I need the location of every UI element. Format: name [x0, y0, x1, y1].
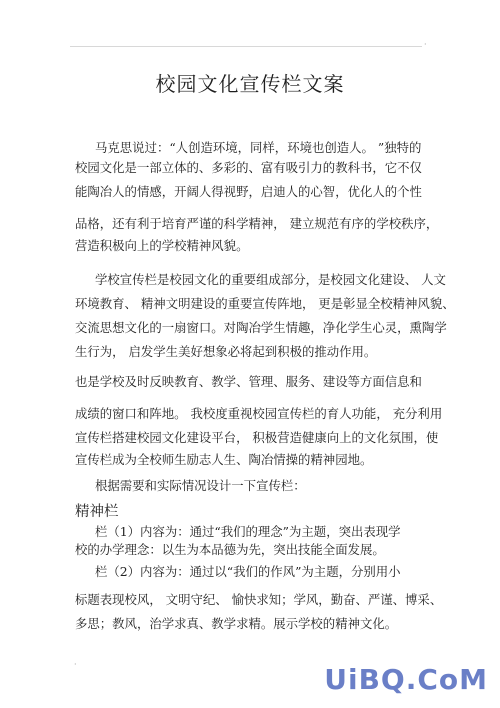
paragraph-line: 环境教育、 精神文明建设的重要宣传阵地， 更是彰显全校精神风貌、	[75, 296, 455, 311]
paragraph-line: 成绩的窗口和阵地。 我校度重视校园宣传栏的育人功能， 充分利用	[75, 406, 443, 421]
paragraph-line: 校园文化是一部立体的、多彩的、富有吸引力的教科书，它不仅	[75, 160, 422, 175]
paragraph-line: 能陶冶人的情感，开阔人得视野，启迪人的心智，优化人的个性	[75, 184, 422, 199]
watermark-logo: UiBQ.CoM	[324, 663, 488, 696]
paragraph-line: 宣传栏成为全校师生励志人生、陶冶情操的精神园地。	[75, 452, 373, 467]
footer-dot: ·	[74, 660, 77, 669]
paragraph-line: 校的办学理念：以生为本品德为先，突出技能全面发展。	[75, 542, 385, 557]
header-dot: ·	[424, 40, 427, 49]
paragraph-line: 多思；教风，治学求真、教学求精。展示学校的精神文化。	[75, 616, 398, 631]
section-heading: 精神栏	[75, 504, 119, 520]
paragraph-line: 栏（1）内容为：通过“我们的理念”为主题，突出表现学	[95, 524, 401, 539]
paragraph-line: 宣传栏搭建校园文化建设平台， 积极营造健康向上的文化氛围，使	[75, 430, 439, 445]
paragraph-line: 也是学校及时反映教育、教学、管理、服务、建设等方面信息和	[75, 374, 422, 389]
paragraph-line: 栏（2）内容为：通过以“我们的作风”为主题，分别用小	[95, 564, 401, 579]
paragraph-line: 学校宣传栏是校园文化的重要组成部分，是校园文化建设、 人文	[95, 272, 446, 287]
header-rule	[70, 46, 422, 47]
paragraph-line: 根据需要和实际情况设计一下宣传栏：	[95, 478, 306, 493]
paragraph-line: 品格，还有利于培育严谨的科学精神， 建立规范有序的学校秩序，	[75, 216, 439, 231]
paragraph-line: 交流思想文化的一扇窗口。对陶冶学生情趣，净化学生心灵，熏陶学	[75, 320, 447, 335]
document-title: 校园文化宣传栏文案	[155, 72, 345, 96]
paragraph-line: 营造积极向上的学校精神风貌。	[75, 238, 249, 253]
paragraph-line: 标题表现校风， 文明守纪、 愉快求知；学风，勤奋、严谨、博采、	[75, 592, 443, 607]
paragraph-line: 生行为， 启发学生美好想象必将起到积极的推动作用。	[75, 344, 377, 359]
paragraph-line: 马克思说过：“人创造环境，同样，环境也创造人。 ”独特的	[95, 140, 422, 155]
